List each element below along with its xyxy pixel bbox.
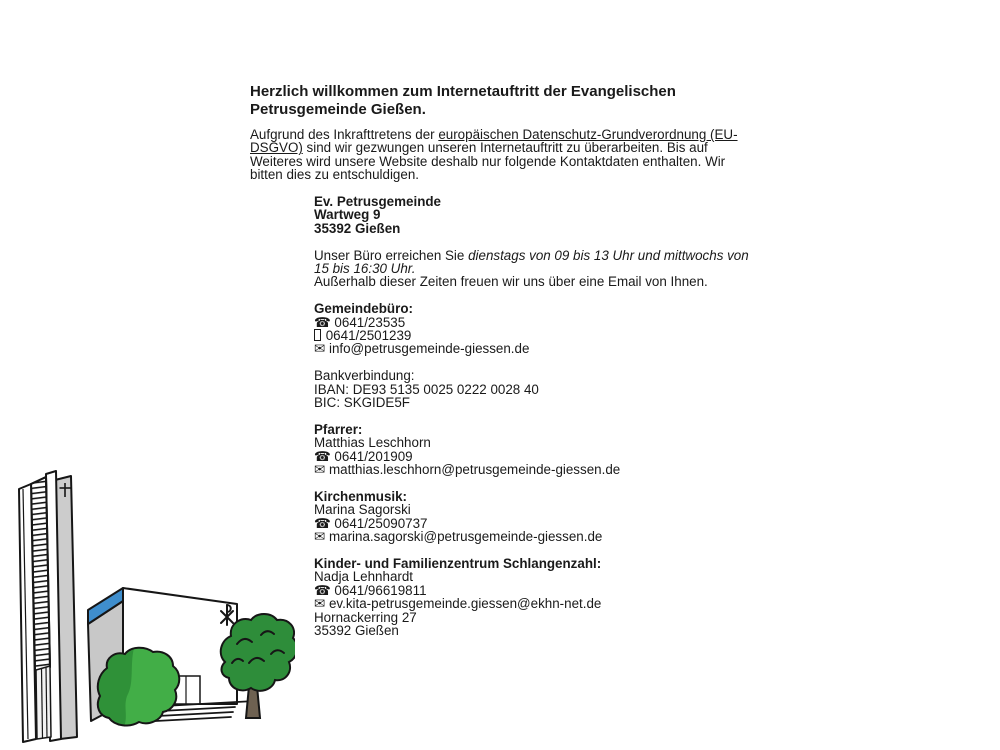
pfarrer-title: Pfarrer: [314,421,363,437]
fax-icon [314,329,321,341]
office-email-line [314,342,752,355]
dsgvo-link[interactable]: europäischen Datenschutz-Grundverordnung (EU-DSGVO) [250,127,738,156]
kita-title: Kinder- und Familienzentrum Schlangenzahl: [314,555,602,571]
pfarrer-email-address: matthias.leschhorn@petrusgemeinde-giessen.de [328,462,621,478]
email-icon: ✉ [314,596,326,612]
bank-block [314,369,752,409]
church-city: 35392 Gießen [314,220,401,236]
office-fax-line [314,329,752,342]
office-hours-times: dienstags von 09 bis 13 Uhr und mittwochs von 15 bis 16:30 Uhr. [314,247,749,277]
page-title: Herzlich willkommen zum Internetauftritt der Evangelischen Petrusgemeinde Gießen. [250,83,676,118]
gemeindebuero-title: Gemeindebüro: [314,301,413,317]
bell-tower [19,471,77,742]
phone-icon: ☎ [314,314,331,330]
pfarrer-email-line [314,463,752,476]
office-hours-block [314,249,752,289]
kita-street: Hornackerring 27 [314,609,417,625]
intro-text-before: Aufgrund des Inkrafttretens der [250,127,439,142]
intro-text-after: sind wir gezwungen unseren Internetauftritt zu überarbeiten. Bis auf Weiteres wird unsere Website deshalb nur folgende Kontaktdaten enthalten. Wir bitten dies zu entschuldigen. [250,140,726,183]
address-block [314,195,752,235]
intro-paragraph [250,128,752,182]
bank-label: Bankverbindung: [314,368,415,384]
kita-name: Nadja Lehnhardt [314,569,414,585]
church-street: Wartweg 9 [314,207,381,223]
bank-bic: BIC: SKGIDE5F [314,395,410,411]
phone-icon: ☎ [314,448,331,464]
office-phone-line [314,316,752,329]
office-phone-number: 0641/23535 [334,314,406,330]
church-illustration [5,458,295,748]
email-icon: ✉ [314,462,326,478]
office-hours-note: Außerhalb dieser Zeiten freuen wir uns über eine Email von Ihnen. [314,274,708,290]
pfarrer-name: Matthias Leschhorn [314,435,431,451]
kita-email-line [314,597,752,610]
office-email-address: info@petrusgemeinde-giessen.de [328,341,530,357]
kirchenmusik-email-address: marina.sagorski@petrusgemeinde-giessen.de [328,529,603,545]
kita-phone-number: 0641/96619811 [334,582,427,598]
bank-iban: IBAN: DE93 5135 0025 0222 0028 40 [314,381,539,397]
main-content [250,83,752,637]
phone-icon: ☎ [314,515,331,531]
kirchenmusik-phone-line [314,517,752,530]
kirchenmusik-block [314,490,752,544]
kirchenmusik-phone-number: 0641/25090737 [334,515,428,531]
kita-phone-line [314,584,752,597]
email-icon: ✉ [314,341,326,357]
kita-email-address: ev.kita-petrusgemeinde.giessen@ekhn-net.de [328,596,602,612]
pfarrer-phone-line [314,450,752,463]
kirchenmusik-name: Marina Sagorski [314,502,411,518]
kita-block [314,557,752,637]
office-fax-number: 0641/2501239 [325,328,412,344]
kirchenmusik-email-line [314,530,752,543]
email-icon: ✉ [314,529,326,545]
office-hours-prefix: Unser Büro erreichen Sie [314,247,469,263]
gemeindebuero-block [314,302,752,356]
phone-icon: ☎ [314,582,331,598]
kita-city: 35392 Gießen [314,622,399,638]
church-name: Ev. Petrusgemeinde [314,194,442,210]
pfarrer-block [314,423,752,477]
pfarrer-phone-number: 0641/201909 [334,448,413,464]
kirchenmusik-title: Kirchenmusik: [314,488,408,504]
